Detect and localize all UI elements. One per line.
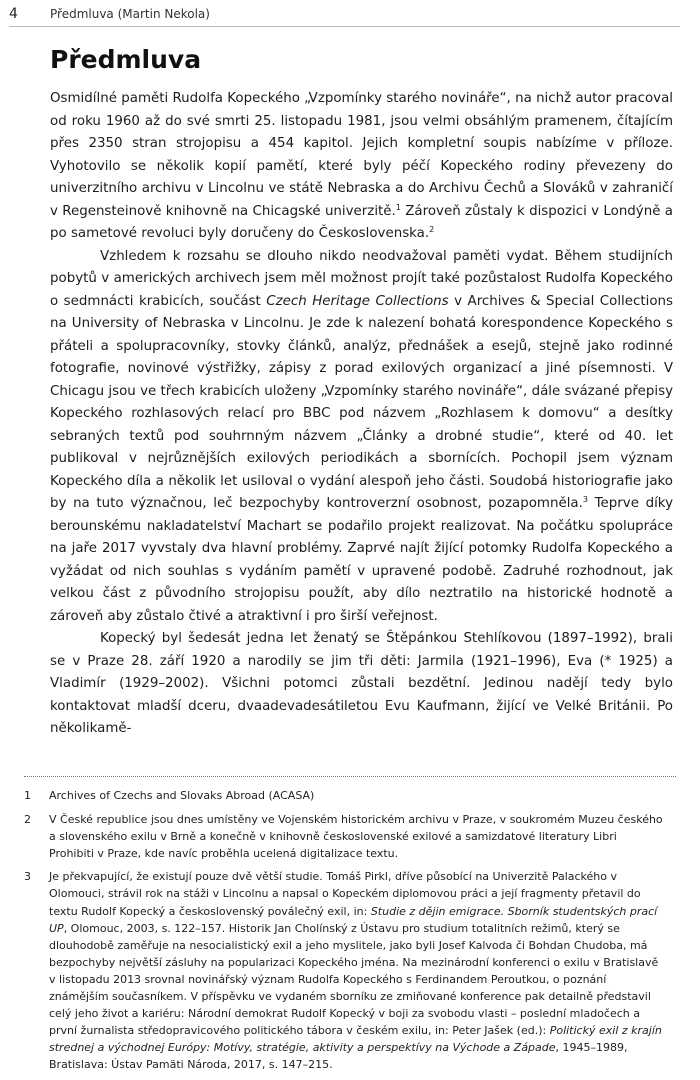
chapter-title: Předmluva	[50, 45, 202, 74]
footnote-ref-3[interactable]: 3	[582, 495, 588, 504]
paragraph-text: Osmidílné paměti Rudolfa Kopeckého „Vzpomínky starého novináře“, na nichž autor pracoval od roku 1960 až do své smrti 25. listopadu 1981, jsou velmi obsáhlým pramenem, čítajícím přes 2350 stran strojopisu a 454 kapitol. Jejich kompletní soupis nabízíme v příloze. Vyhotovilo se několik kopií pamětí, které byly péčí Kopeckého rodiny převezeny do univerzitního archivu v Lincolnu ve státě Nebraska a do Archivu Čechů a Slováků v zahraničí v Regensteinově knihovně na Chicagské univerzitě.	[50, 91, 673, 219]
footnote-text: Je překvapující, že existují pouze dvě větší studie. Tomáš Pirkl, dříve působící na Univerzitě Palackého v Olomouci, strávil rok na stáži v Lincolnu a napsal o Kopeckém diplomovou práci a její fragmenty přetavil do textu Rudolf Kopecký a československý poválečný exil, in:	[49, 870, 641, 918]
paragraph-3	[50, 628, 673, 741]
paragraph-text: Teprve díky berounskému nakladatelství Machart se podařilo projekt realizovat. Na počátku spolupráce na jaře 2017 vyvstaly dva hlavní problémy. Zaprvé najít žijící potomky Rudolfa Kopeckého a vyžádat od nich souhlas s vydáním pamětí v upravené podobě. Zadruhé rozhodnout, jak velkou část z původního strojopisu použít, aby dílo neztratilo na historické hodnotě a zároveň aby zůstalo čtivé a atraktivní i pro širší veřejnost.	[50, 496, 674, 624]
body-text	[50, 88, 673, 741]
publication-title: Politický exil z krajín strednej a východnej Európy: Motívy, stratégie, aktivity a perspektívy na Východe a Západe	[49, 1024, 662, 1055]
footnotes	[24, 787, 664, 1080]
footnote-text: , 1945–1989, Bratislava: Ústav Pamäti Národa, 2017, s. 147–215.	[49, 1041, 628, 1072]
footnote-3	[24, 868, 664, 1073]
paragraph-text: v Archives & Special Collections na University of Nebraska v Lincolnu. Je zde k nalezení bohatá korespondence Kopeckého s přáteli a spolupracovníky, stovky článků, analýz, přednášek a esejů, stejně jako rodinné fotografie, novinové výstřižky, zápisy z porad exilových organizací a jiné písemnosti. V Chicagu jsou ve třech krabicích uloženy „Vzpomínky starého novináře“, dále svázané přepisy Kopeckého rozhlasových relací pro BBC pod názvem „Rozhlasem k domovu“ a desítky sebraných textů pod souhrnným názvem „Články a drobné studie“, které od 40. let publikoval v nejrůznějších exilových periodikách a sbornících. Pochopil jsem význam Kopeckého díla a několik let usiloval o vydání alespoň jeho části. Soudobá historiografie jako by na tuto význačnou, leč bezpochyby kontroverzní osobnost, pozapomněla.	[50, 293, 674, 511]
footnote-ref-1[interactable]: 1	[395, 202, 401, 212]
footnote-1	[24, 787, 664, 804]
collection-title: Czech Heritage Collections	[266, 293, 449, 309]
publication-title: Studie z dějin emigrace. Sborník studentských prací UP	[49, 904, 658, 935]
footnote-number: 3	[24, 870, 31, 884]
paragraph-2	[50, 246, 673, 629]
footnote-2	[24, 811, 664, 862]
paragraph-text: Zároveň zůstaly k dispozici v Londýně a po sametové revoluci byly doručeny do Československa.	[50, 203, 674, 241]
paragraph-text: Kopecký byl šedesát jedna let ženatý se Štěpánkou Stehlíkovou (1897–1992), brali se v Praze 28. září 1920 a narodily se jim tři děti: Jarmila (1921–1996), Eva (* 1925) a Vladimír (1929–2002). Všichni potomci zůstali bezdětní. Jedinou nadějí tedy bylo kontaktovat mladší dceru, dvaadevadesátiletou Evu Kaufmann, žijící ve Velké Británii. Po několikamě-	[50, 631, 673, 736]
footnote-ref-2[interactable]: 2	[429, 225, 435, 234]
paragraph-1	[50, 88, 673, 246]
footnote-text: Archives of Czechs and Slovaks Abroad (ACASA)	[49, 789, 315, 802]
paragraph-text: Vzhledem k rozsahu se dlouho nikdo neodvažoval paměti vydat. Během studijních pobytů v amerických archivech jsem měl možnost projít také pozůstalost Rudolfa Kopeckého o sedmnácti krabicích, součást	[50, 248, 673, 309]
footnote-number: 2	[24, 812, 31, 826]
running-header	[9, 4, 680, 27]
page-number: 4	[9, 6, 18, 22]
footnote-divider	[24, 776, 676, 777]
running-title: Předmluva (Martin Nekola)	[50, 7, 210, 21]
footnote-text: V České republice jsou dnes umístěny ve Vojenském historickém archivu v Praze, v soukromém Muzeu českého a slovenského exilu v Brně a konečně v knihovně československé exilové a samizdatové literatury Libri Prohibiti v Praze, kde navíc proběhla ucelená digitalizace textu.	[49, 812, 663, 860]
footnote-text: , Olomouc, 2003, s. 122–157. Historik Jan Cholínský z Ústavu pro studium totalitních režimů, který se dlouhodobě zaměřuje na nesocialistický exil a jeho myslitele, jako byli Josef Kalvoda či Bohdan Chudoba, má bezpochyby největší zásluhy na popularizaci Kopeckého jména. Na mezinárodní konferenci o exilu v Bratislavě v listopadu 2013 srovnal novinářský význam Rudolfa Kopeckého s Ferdinandem Peroutkou, o poznání známějším současníkem. V příspěvku ve vydaném sborníku ze zmiňované konference pak detailně představil celý jeho život a kariéru: Národní demokrat Rudolf Kopecký v boji za svobodu vlasti – poslední mladočech a první žurnalista středopravicového politického tábora v českém exilu, in: Peter Jašek (ed.):	[49, 921, 659, 1038]
footnote-number: 1	[24, 789, 31, 802]
